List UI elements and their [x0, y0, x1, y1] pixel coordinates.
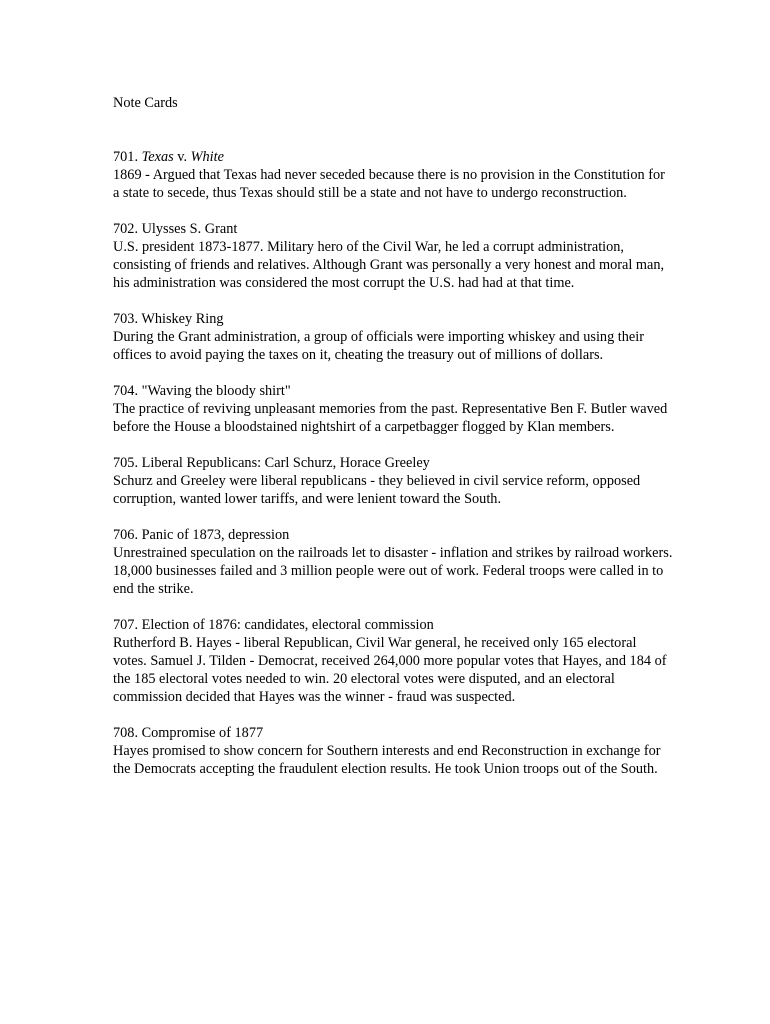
card-number: 702.	[113, 221, 139, 237]
card-number: 703.	[113, 311, 139, 327]
note-card-701	[113, 148, 673, 202]
case-versus: v.	[177, 149, 188, 165]
card-body: 1869 - Argued that Texas had never seceded because there is no provision in the Constitution for a state to secede, thus Texas should still be a state and not have to undergo reconstruction.	[113, 167, 665, 201]
note-card-707	[113, 616, 673, 706]
card-number: 708.	[113, 725, 139, 741]
card-body: U.S. president 1873-1877. Military hero of the Civil War, he led a corrupt administration, consisting of friends and relatives. Although Grant was personally a very honest and moral man, his administration was considered the most corrupt the U.S. had had at that time.	[113, 239, 665, 291]
card-heading	[113, 382, 673, 400]
document-title: Note Cards	[113, 95, 178, 111]
card-body: During the Grant administration, a group of officials were importing whiskey and using their offices to avoid paying the taxes on it, cheating the treasury out of millions of dollars.	[113, 329, 644, 363]
card-heading	[113, 220, 673, 238]
case-party-2: White	[190, 149, 224, 165]
card-body: Rutherford B. Hayes - liberal Republican, Civil War general, he received only 165 electoral votes. Samuel J. Tilden - Democrat, received 264,000 more popular votes that Hayes, and 184 of the 185 electoral votes needed to win. 20 electoral votes were disputed, and an electoral commission decided that Hayes was the winner - fraud was suspected.	[113, 635, 667, 705]
card-heading	[113, 310, 673, 328]
card-term: Election of 1876: candidates, electoral commission	[141, 617, 434, 633]
card-body: Hayes promised to show concern for Southern interests and end Reconstruction in exchange for the Democrats accepting the fraudulent election results. He took Union troops out of the South.	[113, 743, 661, 777]
note-card-705	[113, 454, 673, 508]
document-page	[113, 94, 673, 796]
case-party-1: Texas	[141, 149, 174, 165]
card-number: 707.	[113, 617, 139, 633]
note-card-704	[113, 382, 673, 436]
note-card-703	[113, 310, 673, 364]
note-card-702	[113, 220, 673, 292]
card-body: Unrestrained speculation on the railroads let to disaster - inflation and strikes by railroad workers. 18,000 businesses failed and 3 million people were out of work. Federal troops were called in to end the strike.	[113, 545, 673, 597]
card-number: 705.	[113, 455, 139, 471]
card-term: Panic of 1873, depression	[141, 527, 290, 543]
note-card-706	[113, 526, 673, 598]
card-body: The practice of reviving unpleasant memories from the past. Representative Ben F. Butler waved before the House a bloodstained nightshirt of a carpetbagger flogged by Klan members.	[113, 401, 668, 435]
card-term: Liberal Republicans: Carl Schurz, Horace Greeley	[141, 455, 430, 471]
card-term: Whiskey Ring	[141, 311, 224, 327]
card-number: 706.	[113, 527, 139, 543]
note-card-708	[113, 724, 673, 778]
card-body: Schurz and Greeley were liberal republicans - they believed in civil service reform, opposed corruption, wanted lower tariffs, and were lenient toward the South.	[113, 473, 641, 507]
card-heading	[113, 724, 673, 742]
card-term: "Waving the bloody shirt"	[141, 383, 291, 399]
card-number: 704.	[113, 383, 139, 399]
card-number: 701.	[113, 149, 139, 165]
card-term: Ulysses S. Grant	[141, 221, 238, 237]
card-term: Compromise of 1877	[141, 725, 264, 741]
card-heading	[113, 148, 673, 166]
note-cards-list	[113, 148, 673, 778]
card-heading	[113, 616, 673, 634]
card-heading	[113, 454, 673, 472]
card-heading	[113, 526, 673, 544]
